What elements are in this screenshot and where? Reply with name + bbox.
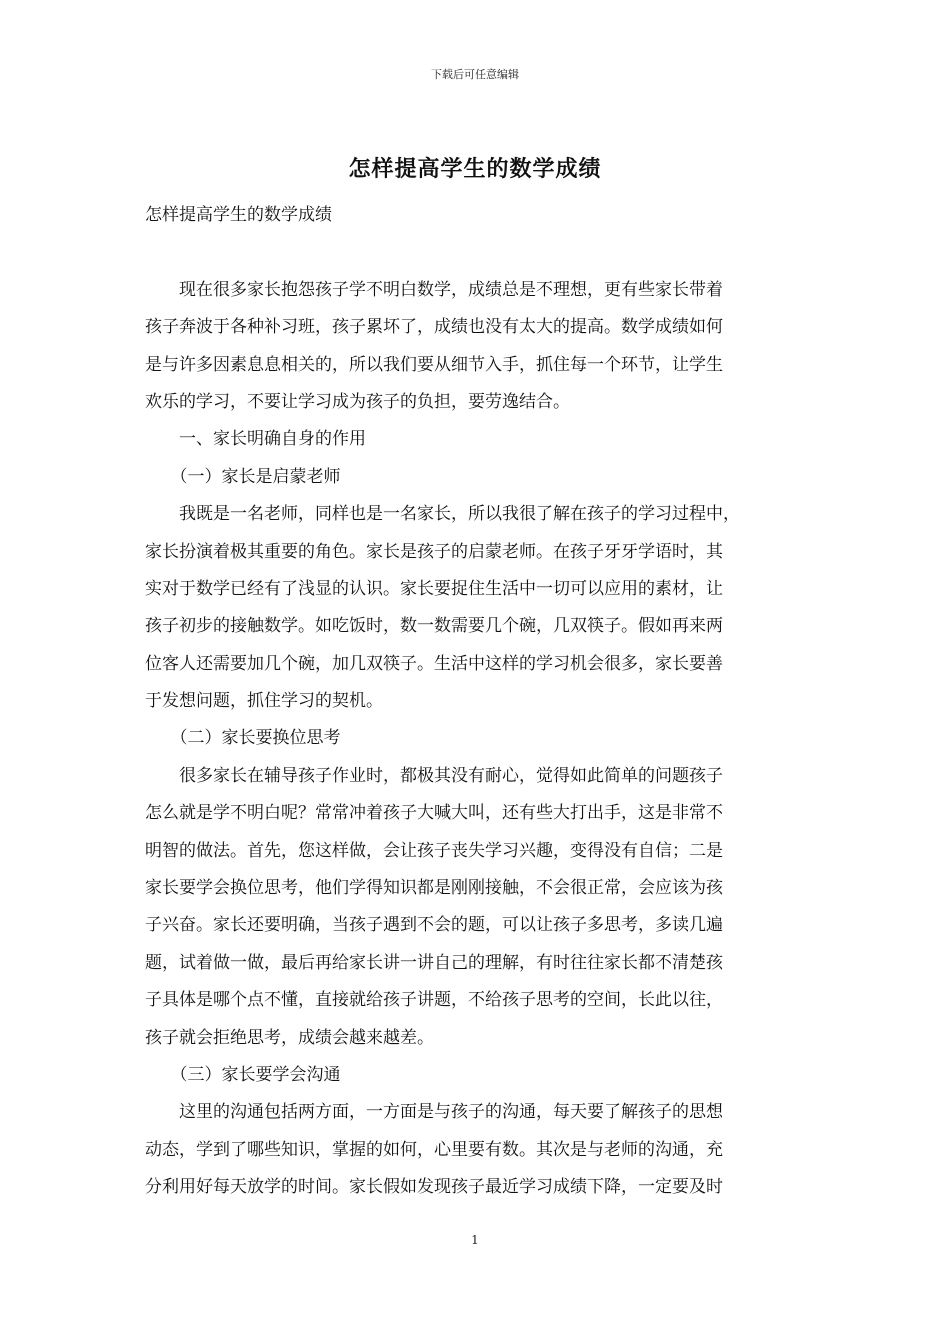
text-line: 家长扮演着极其重要的角色。家长是孩子的启蒙老师。在孩子牙牙学语时，其 [145,541,723,562]
header-note: 下载后可任意编辑 [431,68,519,81]
text-line: 于发想问题，抓住学习的契机。 [145,691,383,712]
document-title: 怎样提高学生的数学成绩 [348,156,602,182]
text-line: 动态，学到了哪些知识，掌握的如何，心里要有数。其次是与老师的沟通，充 [145,1139,723,1160]
text-line: 子兴奋。家长还要明确，当孩子遇到不会的题，可以让孩子多思考，多读几遍 [145,915,723,936]
text-line: 孩子初步的接触数学。如吃饭时，数一数需要几个碗，几双筷子。假如再来两 [145,616,723,637]
page-number: 1 [471,1233,479,1247]
text-line: 题，试着做一做，最后再给家长讲一讲自己的理解，有时往往家长都不清楚孩 [145,952,723,973]
text-line: 我既是一名老师，同样也是一名家长，所以我很了解在孩子的学习过程中， [145,504,740,525]
subsection-heading: （一）家长是启蒙老师 [145,466,341,487]
subsection-heading: （二）家长要换位思考 [145,728,341,749]
text-line: 现在很多家长抱怨孩子学不明白数学，成绩总是不理想，更有些家长带着 [145,279,723,300]
text-line: 欢乐的学习，不要让学习成为孩子的负担，要劳逸结合。 [145,391,570,412]
blank-line [145,234,810,271]
document-body [145,197,810,1207]
text-line: 是与许多因素息息相关的，所以我们要从细节入手，抓住每一个环节，让学生 [145,354,723,375]
text-line: 实对于数学已经有了浅显的认识。家长要捉住生活中一切可以应用的素材，让 [145,578,723,599]
text-line: 很多家长在辅导孩子作业时，都极其没有耐心，觉得如此简单的问题孩子 [145,765,723,786]
text-line: 孩子奔波于各种补习班，孩子累坏了，成绩也没有太大的提高。数学成绩如何 [145,317,723,338]
text-line: 明智的做法。首先，您这样做，会让孩子丧失学习兴趣，变得没有自信；二是 [145,840,723,861]
text-line: 家长要学会换位思考，他们学得知识都是刚刚接触，不会很正常，会应该为孩 [145,878,723,899]
text-line: 分利用好每天放学的时间。家长假如发现孩子最近学习成绩下降，一定要及时 [145,1177,723,1198]
text-line: 孩子就会拒绝思考，成绩会越来越差。 [145,1027,434,1048]
subsection-heading: （三）家长要学会沟通 [145,1064,341,1085]
text-line: 子具体是哪个点不懂，直接就给孩子讲题，不给孩子思考的空间，长此以往， [145,990,723,1011]
subtitle: 怎样提高学生的数学成绩 [145,205,332,225]
text-line: 怎么就是学不明白呢？常常冲着孩子大喊大叫，还有些大打出手，这是非常不 [145,803,723,824]
text-line: 这里的沟通包括两方面，一方面是与孩子的沟通，每天要了解孩子的思想 [145,1102,723,1123]
text-line: 位客人还需要加几个碗，加几双筷子。生活中这样的学习机会很多，家长要善 [145,653,723,674]
section-heading: 一、家长明确自身的作用 [145,429,366,450]
